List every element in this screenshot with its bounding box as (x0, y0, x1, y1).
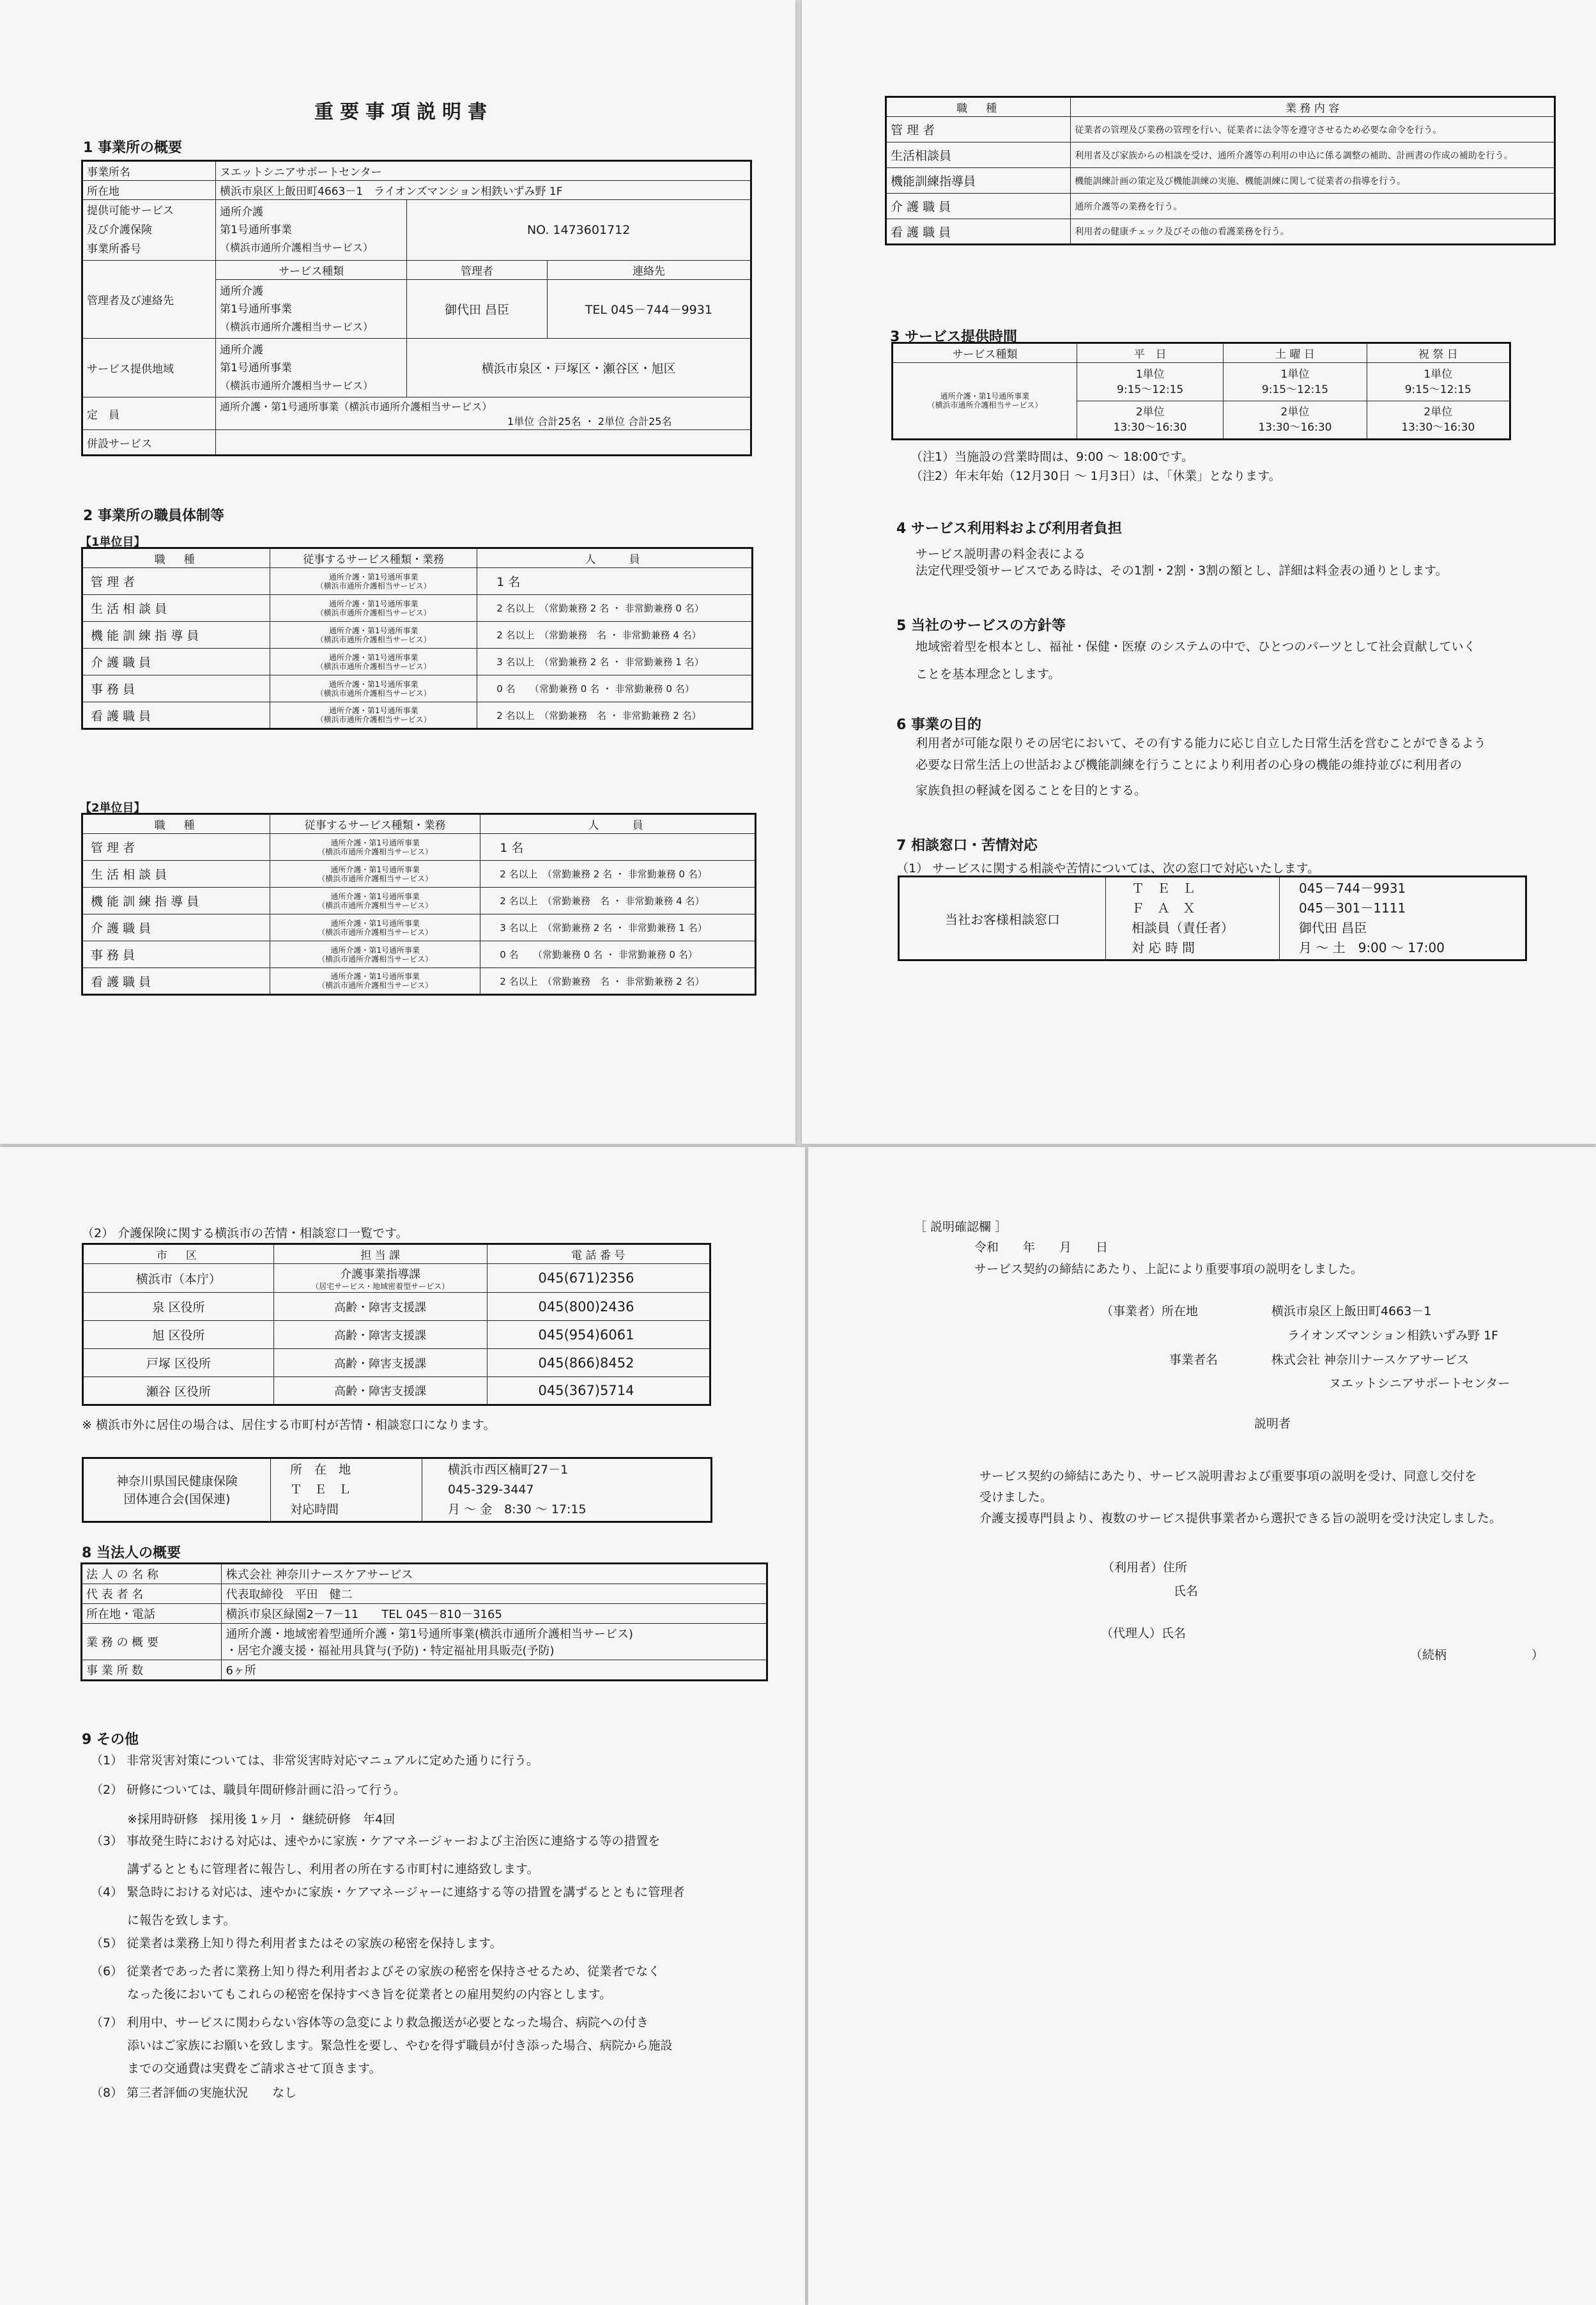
duty-desc: 利用者の健康チェック及びその他の看護業務を行う。 (1071, 219, 1555, 245)
duty-desc: 通所介護等の業務を行う。 (1071, 194, 1555, 219)
corp-row (82, 1604, 767, 1624)
other-item-line: 添いはご家族にお願いを致します。緊急性を要し、やむを得ず職員が付き添った場合、病院から施設 (91, 2039, 673, 2053)
biz-address-1: 横浜市泉区上飯田町4663－1 (1271, 1304, 1432, 1318)
duty-job: 看 護 職 員 (886, 219, 1071, 245)
staff-job: 看 護 職 員 (82, 702, 270, 729)
staff-job: 介 護 職 員 (82, 914, 270, 941)
corp-value: 代表取締役 平田 健二 (222, 1584, 767, 1604)
s7-intro: （1） サービスに関する相談や苦情については、次の窓口で対応いたします。 (896, 861, 1320, 875)
biz-name-label: 事業者名 (1169, 1353, 1218, 1367)
window-row (83, 1349, 710, 1377)
staff-job: 看 護 職 員 (82, 968, 270, 995)
duty-desc: 機能訓練計画の策定及び機能訓練の実施、機能訓練に関して従業者の指導を行う。 (1071, 168, 1555, 194)
office-overview-table (81, 160, 752, 456)
other-item-line: に報告を致します。 (91, 1913, 236, 1927)
extra-service-label: 併設サービス (82, 430, 216, 456)
hours-service-cell: 通所介護・第1号通所事業 （横浜市通所介護相当サービス） (893, 363, 1077, 440)
corp-row (82, 1584, 767, 1604)
corp-key: 業 務 の 概 要 (82, 1624, 222, 1660)
service-area-label: サービス提供地域 (82, 339, 216, 397)
weekday-unit2: 2単位 13:30～16:30 (1077, 401, 1223, 440)
col-staff-count: 人 員 (480, 814, 756, 834)
doc-title: 重要事項説明書 (314, 101, 493, 123)
window-dept: 高齢・障害支援課 (273, 1377, 487, 1405)
support-values: 045－744－9931 045－301－1111 御代田 昌臣 月 ～ 土 9:00 ～ 17:00 (1280, 877, 1526, 960)
s4-line-1: サービス説明書の料金表による (916, 547, 1086, 561)
section-8-heading: 8 当法人の概要 (82, 1545, 181, 1561)
duty-row (886, 143, 1555, 168)
staff-row (82, 622, 753, 649)
holiday-unit1: 1単位 9:15～12:15 (1367, 363, 1510, 401)
corp-row (82, 1624, 767, 1660)
other-item-line: （3） 事故発生時における対応は、速やかに家族・ケアマネージャーおよび主治医に連絡する等の措置を (91, 1834, 661, 1848)
corp-key: 代 表 者 名 (82, 1584, 222, 1604)
consent-line-3: 介護支援専門員より、複数のサービス提供事業者から選択できる旨の説明を受け決定しました。 (979, 1511, 1502, 1525)
other-item-line: までの交通費は実費をご請求させて頂きます。 (91, 2062, 381, 2076)
corp-row (82, 1660, 767, 1681)
section-3-heading: 3 サービス提供時間 (890, 329, 1017, 345)
yokohama-window-table (82, 1243, 711, 1406)
col-tel: 電 話 番 号 (487, 1244, 710, 1264)
staff-table-unit-2 (81, 813, 756, 996)
staff-job: 事 務 員 (82, 941, 270, 968)
duty-job: 管 理 者 (886, 117, 1071, 143)
page-2 (802, 0, 1596, 1144)
other-item-line: （7） 利用中、サービスに関わらない容体等の急変により救急搬送が必要となった場合、病院への付き (91, 2016, 649, 2030)
col-saturday: 土 曜 日 (1224, 343, 1367, 363)
duty-job: 生活相談員 (886, 143, 1071, 168)
window-city: 瀬谷 区役所 (83, 1377, 274, 1405)
staff-service: 通所介護・第1号通所事業 （横浜市通所介護相当サービス） (270, 702, 477, 729)
col-service-type: サービス種類 (216, 261, 407, 280)
staff-row (82, 834, 756, 861)
staff-row (82, 702, 753, 729)
window-tel: 045(671)2356 (487, 1264, 710, 1293)
staff-job: 機 能 訓 練 指 導 員 (82, 888, 270, 914)
service-hours-table (891, 342, 1511, 440)
consent-line-1: サービス契約の締結にあたり、サービス説明書および重要事項の説明を受け、同意し交付を (979, 1469, 1477, 1483)
weekday-unit1: 1単位 9:15～12:15 (1077, 363, 1223, 401)
biz-name-2: ヌエットシニアサポートセンター (1329, 1376, 1510, 1391)
staff-job: 介 護 職 員 (82, 649, 270, 675)
staff-count: 2 名以上 （常勤兼務 名 ・ 非常勤兼務 4 名） (480, 888, 756, 914)
duty-job: 機能訓練指導員 (886, 168, 1071, 194)
biz-address-2: ライオンズマンション相鉄いずみ野 1F (1287, 1329, 1499, 1343)
col-contact: 連絡先 (547, 261, 751, 280)
window-dept: 高齢・障害支援課 (273, 1349, 487, 1377)
address-label: 所在地 (82, 181, 216, 200)
staff-count: 2 名以上 （常勤兼務 2 名 ・ 非常勤兼務 0 名） (477, 595, 753, 622)
staff-service: 通所介護・第1号通所事業 （横浜市通所介護相当サービス） (270, 649, 477, 675)
col-job: 職 種 (82, 814, 270, 834)
other-item-line: 講ずるとともに管理者に報告し、利用者の所在する市町村に連絡致します。 (91, 1862, 539, 1876)
staff-table-unit-1 (81, 547, 753, 730)
staff-count: 1 名 (480, 834, 756, 861)
section-9-heading: 9 その他 (82, 1732, 139, 1748)
consent-line-2: 受けました。 (979, 1490, 1053, 1504)
hours-note-2: （注2）年末年始（12月30日 ～ 1月3日）は、「休業」となります。 (910, 469, 1281, 483)
corp-value: 通所介護・地域密着型通所介護・第1号通所事業(横浜市通所介護相当サービス) ・居宅介護支援・福祉用具貸与(予防)・特定福祉用具販売(予防) (222, 1624, 767, 1660)
staff-count: 0 名 （常勤兼務 0 名 ・ 非常勤兼務 0 名） (477, 675, 753, 702)
page-4 (808, 1147, 1596, 2305)
unit-2-label: 【2単位目】 (80, 801, 146, 815)
staff-row (82, 675, 753, 702)
section-1-heading: 1 事業所の概要 (83, 140, 182, 156)
corp-key: 所在地・電話 (82, 1604, 222, 1624)
window-dept: 高齢・障害支援課 (273, 1321, 487, 1349)
window-dept: 高齢・障害支援課 (273, 1293, 487, 1321)
unit-1-label: 【1単位目】 (80, 536, 146, 549)
user-name-label: 氏名 (1174, 1584, 1199, 1598)
duty-job: 介 護 職 員 (886, 194, 1071, 219)
staff-service: 通所介護・第1号通所事業 （横浜市通所介護相当サービス） (270, 914, 480, 941)
saturday-unit2: 2単位 13:30～16:30 (1224, 401, 1367, 440)
staff-row (82, 968, 756, 995)
staff-job: 機 能 訓 練 指 導 員 (82, 622, 270, 649)
window-tel: 045(367)5714 (487, 1377, 710, 1405)
col-manager: 管理者 (407, 261, 547, 280)
s5-line-2: ことを基本理念とします。 (916, 667, 1061, 681)
kokuho-values: 横浜市西区楠町27－1 045-329-3447 月 ～ 金 8:30 ～ 17:15 (422, 1458, 712, 1522)
staff-service: 通所介護・第1号通所事業 （横浜市通所介護相当サービス） (270, 568, 477, 595)
staff-row (82, 595, 753, 622)
window-tel: 045(800)2436 (487, 1293, 710, 1321)
s6-line-2: 必要な日常生活上の世話および機能訓練を行うことにより利用者の心身の機能の維持並びに利用者の (916, 758, 1462, 772)
window-dept: 介護事業指導課 （居宅サービス・地域密着型サービス） (273, 1264, 487, 1293)
biz-address-label: （事業者）所在地 (1101, 1304, 1199, 1318)
other-item-line: （4） 緊急時における対応は、速やかに家族・ケアマネージャーに連絡する等の措置を講ずるとともに管理者 (91, 1885, 685, 1899)
col-dept: 担 当 課 (273, 1244, 487, 1264)
support-window-table (898, 875, 1527, 961)
support-window-label: 当社お客様相談窓口 (899, 877, 1106, 960)
window-row (83, 1377, 710, 1405)
window-tel: 045(866)8452 (487, 1349, 710, 1377)
staff-count: 2 名以上 （常勤兼務 名 ・ 非常勤兼務 2 名） (477, 702, 753, 729)
col-job: 職 種 (886, 97, 1071, 117)
page-1 (0, 0, 795, 1144)
holiday-unit2: 2単位 13:30～16:30 (1367, 401, 1510, 440)
window-city: 泉 区役所 (83, 1293, 274, 1321)
capacity-label: 定 員 (82, 397, 216, 430)
staff-job: 事 務 員 (82, 675, 270, 702)
agent-name-label: （代理人）氏名 (1101, 1626, 1186, 1640)
staff-job: 生 活 相 談 員 (82, 595, 270, 622)
corp-row (82, 1564, 767, 1584)
col-city: 市 区 (83, 1244, 274, 1264)
window-city: 横浜市（本庁） (83, 1264, 274, 1293)
corp-key: 事 業 所 数 (82, 1660, 222, 1681)
corp-value: 横浜市泉区緑園2－7－11 TEL 045－810－3165 (222, 1604, 767, 1624)
yokohama-window-intro: （2） 介護保険に関する横浜市の苦情・相談窓口一覧です。 (82, 1226, 408, 1240)
office-name-value: ヌエットシニアサポートセンター (216, 161, 751, 181)
biz-name-1: 株式会社 神奈川ナースケアサービス (1271, 1353, 1469, 1367)
corp-value: 6ヶ所 (222, 1660, 767, 1681)
window-city: 旭 区役所 (83, 1321, 274, 1349)
page-3 (0, 1147, 805, 2305)
other-item-line: （5） 従業者は業務上知り得た利用者またはその家族の秘密を保持します。 (91, 1936, 502, 1950)
section-2-heading: 2 事業所の職員体制等 (83, 508, 224, 524)
window-tel: 045(954)6061 (487, 1321, 710, 1349)
col-holiday: 祝 祭 日 (1367, 343, 1510, 363)
other-item-line: なった後においてもこれらの秘密を保持すべき旨を従業者との雇用契約の内容とします。 (91, 1987, 612, 2001)
explainer-label: 説明者 (1254, 1417, 1291, 1431)
col-weekday: 平 日 (1077, 343, 1223, 363)
staff-count: 2 名以上 （常勤兼務 2 名 ・ 非常勤兼務 0 名） (480, 861, 756, 888)
office-name-label: 事業所名 (82, 161, 216, 181)
corporation-table (81, 1562, 768, 1681)
kokuho-keys: 所 在 地 Ｔ Ｅ Ｌ 対応時間 (290, 1463, 351, 1516)
other-item-line: （6） 従業者であった者に業務上知り得た利用者およびその家族の秘密を保持させるため、従業者でなく (91, 1964, 661, 1978)
other-item-line: （2） 研修については、職員年間研修計画に沿って行う。 (91, 1783, 406, 1797)
duty-row (886, 194, 1555, 219)
saturday-unit1: 1単位 9:15～12:15 (1224, 363, 1367, 401)
user-address-label: （利用者）住所 (1102, 1561, 1188, 1575)
staff-job: 管 理 者 (82, 568, 270, 595)
col-job: 職 種 (82, 548, 270, 568)
staff-count: 3 名以上 （常勤兼務 2 名 ・ 非常勤兼務 1 名） (480, 914, 756, 941)
staff-job: 生 活 相 談 員 (82, 861, 270, 888)
duty-row (886, 117, 1555, 143)
section-5-heading: 5 当社のサービスの方針等 (896, 618, 1066, 634)
capacity-value: 通所介護・第1号通所事業（横浜市通所介護相当サービス） 1単位 合計25名 ・ 2単位 合計25名 (216, 397, 751, 430)
relation-label: （続柄 ） (1410, 1648, 1544, 1662)
staff-service: 通所介護・第1号通所事業 （横浜市通所介護相当サービス） (270, 941, 480, 968)
service-number-label: 提供可能サービス 及び介護保険 事業所番号 (82, 200, 216, 261)
staff-service: 通所介護・第1号通所事業 （横浜市通所介護相当サービス） (270, 595, 477, 622)
col-service: 従事するサービス種類・業務 (270, 814, 480, 834)
other-item-line: ※採用時研修 採用後 1ヶ月 ・ 継続研修 年4回 (91, 1812, 395, 1826)
staff-row (82, 914, 756, 941)
staff-count: 1 名 (477, 568, 753, 595)
staff-count: 3 名以上 （常勤兼務 2 名 ・ 非常勤兼務 1 名） (477, 649, 753, 675)
area-service-cell: 通所介護 第1号通所事業 （横浜市通所介護相当サービス） (216, 339, 407, 397)
manager-tel: TEL 045－744－9931 (547, 280, 751, 339)
other-item-line: （8） 第三者評価の実施状況 なし (91, 2086, 297, 2100)
service-area-value: 横浜市泉区・戸塚区・瀬谷区・旭区 (407, 339, 751, 397)
manager-contact-label: 管理者及び連絡先 (82, 261, 216, 339)
corp-key: 法 人 の 名 称 (82, 1564, 222, 1584)
section-6-heading: 6 事業の目的 (896, 717, 981, 733)
corp-value: 株式会社 神奈川ナースケアサービス (222, 1564, 767, 1584)
staff-count: 2 名以上 （常勤兼務 名 ・ 非常勤兼務 4 名） (477, 622, 753, 649)
section-7-heading: 7 相談窓口・苦情対応 (896, 838, 1038, 854)
staff-service: 通所介護・第1号通所事業 （横浜市通所介護相当サービス） (270, 675, 477, 702)
window-row (83, 1321, 710, 1349)
staff-service: 通所介護・第1号通所事業 （横浜市通所介護相当サービス） (270, 834, 480, 861)
staff-job: 管 理 者 (82, 834, 270, 861)
staff-service: 通所介護・第1号通所事業 （横浜市通所介護相当サービス） (270, 622, 477, 649)
window-row (83, 1293, 710, 1321)
outside-yokohama-note: ※ 横浜市外に居住の場合は、居住する市町村が苦情・相談窓口になります。 (82, 1418, 496, 1432)
col-service: 従事するサービス種類・業務 (270, 548, 477, 568)
col-duty: 業 務 内 容 (1071, 97, 1555, 117)
address-value: 横浜市泉区上飯田町4663－1 ライオンズマンション相鉄いずみ野 1F (216, 181, 751, 200)
window-row (83, 1264, 710, 1293)
duty-row (886, 219, 1555, 245)
window-city: 戸塚 区役所 (83, 1349, 274, 1377)
s4-line-2: 法定代理受領サービスである時は、その1割・2割・3割の額とし、詳細は料金表の通りとします。 (916, 564, 1448, 578)
manager-service-cell: 通所介護 第1号通所事業 （横浜市通所介護相当サービス） (216, 280, 407, 339)
confirm-label: ［ 説明確認欄 ］ (914, 1220, 1008, 1234)
duties-table (885, 96, 1556, 245)
other-item-line: （1） 非常災害対策については、非常災害時対応マニュアルに定めた通りに行う。 (91, 1754, 539, 1768)
s5-line-1: 地域密着型を根本とし、福祉・保健・医療 のシステムの中で、ひとつのパーツとして社会貢献していく (916, 640, 1476, 654)
manager-name: 御代田 昌臣 (407, 280, 547, 339)
office-number: NO. 1473601712 (407, 200, 751, 261)
service-type-cell: 通所介護 第1号通所事業 （横浜市通所介護相当サービス） (216, 200, 407, 261)
duty-desc: 利用者及び家族からの相談を受け、通所介護等の利用の申込に係る調整の補助、計画書の作成の補助を行う。 (1071, 143, 1555, 168)
extra-service-value (216, 430, 751, 456)
duty-row (886, 168, 1555, 194)
confirm-date: 令和 年 月 日 (974, 1240, 1109, 1254)
kokuho-table (82, 1457, 712, 1523)
staff-row (82, 888, 756, 914)
section-4-heading: 4 サービス利用料および利用者負担 (896, 521, 1122, 537)
staff-row (82, 941, 756, 968)
staff-count: 2 名以上 （常勤兼務 名 ・ 非常勤兼務 2 名） (480, 968, 756, 995)
s6-line-3: 家族負担の軽減を図ることを目的とする。 (916, 783, 1147, 798)
confirm-statement: サービス契約の締結にあたり、上記により重要事項の説明をしました。 (974, 1262, 1363, 1276)
support-keys: Ｔ Ｅ Ｌ Ｆ Ａ Ｘ 相談員（責任者） 対 応 時 間 (1132, 881, 1234, 955)
staff-row (82, 861, 756, 888)
col-staff-count: 人 員 (477, 548, 753, 568)
staff-service: 通所介護・第1号通所事業 （横浜市通所介護相当サービス） (270, 968, 480, 995)
hours-note-1: （注1）当施設の営業時間は、9:00 ～ 18:00です。 (910, 450, 1194, 464)
kokuho-name: 神奈川県国民健康保険 団体連合会(国保連) (83, 1458, 271, 1522)
staff-count: 0 名 （常勤兼務 0 名 ・ 非常勤兼務 0 名） (480, 941, 756, 968)
s6-line-1: 利用者が可能な限りその居宅において、その有する能力に応じ自立した日常生活を営むことができるよう (916, 736, 1486, 750)
staff-service: 通所介護・第1号通所事業 （横浜市通所介護相当サービス） (270, 861, 480, 888)
duty-desc: 従業者の管理及び業務の管理を行い、従業者に法令等を遵守させるため必要な命令を行う。 (1071, 117, 1555, 143)
staff-row (82, 568, 753, 595)
staff-service: 通所介護・第1号通所事業 （横浜市通所介護相当サービス） (270, 888, 480, 914)
staff-row (82, 649, 753, 675)
col-service-type: サービス種類 (893, 343, 1077, 363)
